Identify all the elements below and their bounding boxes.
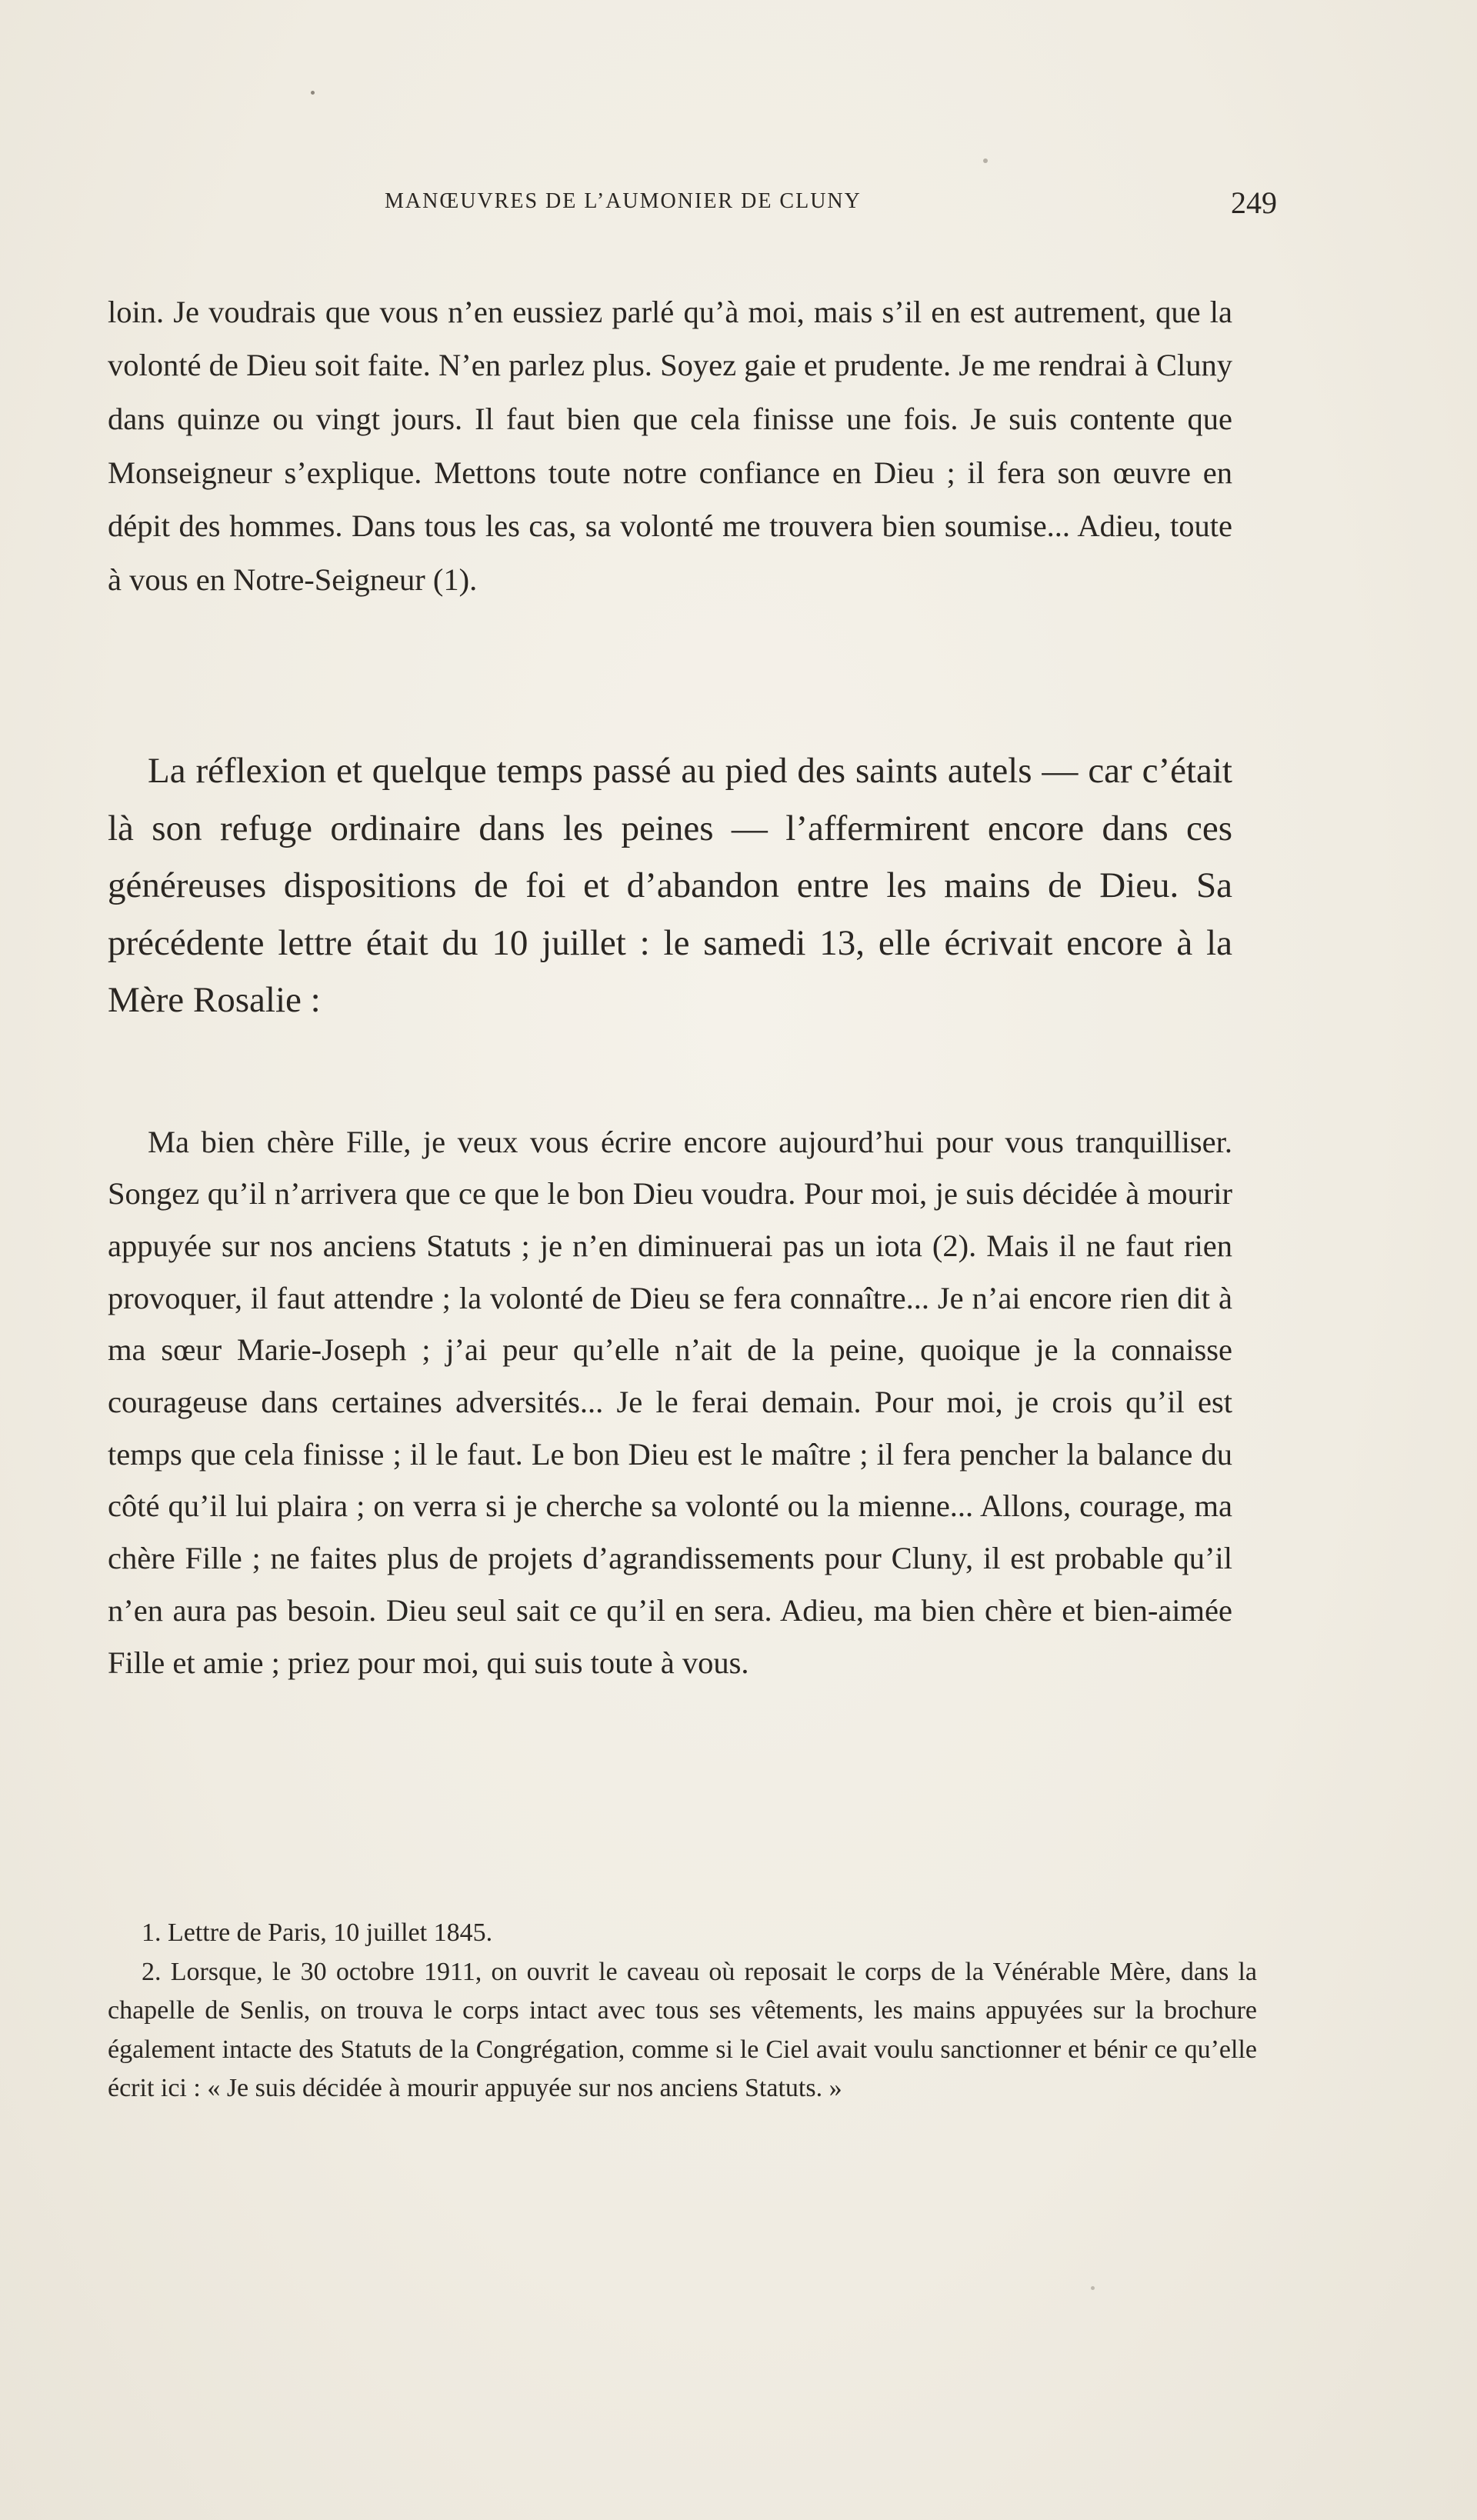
footnote-1: 1. Lettre de Paris, 10 juillet 1845. [142, 1918, 493, 1947]
page-number: 249 [1231, 185, 1277, 220]
footnotes [108, 1914, 1257, 2108]
running-head [385, 185, 1277, 223]
paper-speck [983, 158, 988, 163]
narrative-paragraph: La réflexion et quelque temps passé au pied des saints autels — car c’était là son refuge ordinaire dans les peines — l’affermirent encore dans ces généreuses dispositions de foi et d’abandon entre les mains de Dieu. Sa précédente lettre était du 10 juillet : le samedi 13, elle écrivait encore à la Mère Rosalie : [108, 751, 1232, 1020]
footnote-2: 2. Lorsque, le 30 octobre 1911, on ouvrit le caveau où reposait le corps de la Vénérable Mère, dans la chapelle de Senlis, on trouva le corps intact avec tous ses vêtements, les mains appuyées sur la brochure également intacte des Statuts de la Congrégation, comme si le Ciel avait voulu sanctionner et bénir ce qu’elle écrit ici : « Je suis décidée à mourir appuyée sur nos anciens Statuts. » [108, 1957, 1257, 2102]
paper-speck [1091, 2286, 1095, 2290]
paper-speck [311, 91, 315, 95]
running-title: MANŒUVRES DE L’AUMONIER DE CLUNY [385, 189, 862, 213]
letter-excerpt-2: Ma bien chère Fille, je veux vous écrire encore aujourd’hui pour vous tranquilliser. Songez qu’il n’arrivera que ce que le bon Dieu voudra. Pour moi, je suis décidée à mourir appuyée sur nos anciens Statuts ; je n’en diminuerai pas un iota (2). Mais il ne faut rien provoquer, il faut attendre ; la volonté de Dieu se fera connaître... Je n’ai encore rien dit à ma sœur Marie-Joseph ; j’ai peur qu’elle n’ait de la peine, quoique je la connaisse courageuse dans certaines adversités... Je le ferai demain. Pour moi, je crois qu’il est temps que cela finisse ; il le faut. Le bon Dieu est le maître ; il fera pencher la balance du côté qu’il lui plaira ; on verra si je cherche sa volonté ou la mienne... Allons, courage, ma chère Fille ; ne faites plus de projets d’agrandissements pour Cluny, il est probable qu’il n’en aura pas besoin. Dieu seul sait ce qu’il en sera. Adieu, ma bien chère et bien-aimée Fille et amie ; priez pour moi, qui suis toute à vous. [108, 1124, 1232, 1680]
letter-excerpt-1: loin. Je voudrais que vous n’en eussiez parlé qu’à moi, mais s’il en est autrement, que la volonté de Dieu soit faite. N’en parlez plus. Soyez gaie et prudente. Je me rendrai à Cluny dans quinze ou vingt jours. Il faut bien que cela finisse une fois. Je suis contente que Monseigneur s’explique. Mettons toute notre confiance en Dieu ; il fera son œuvre en dépit des hommes. Dans tous les cas, sa volonté me trouvera bien soumise... Adieu, toute à vous en Notre-Seigneur (1). [108, 294, 1232, 598]
